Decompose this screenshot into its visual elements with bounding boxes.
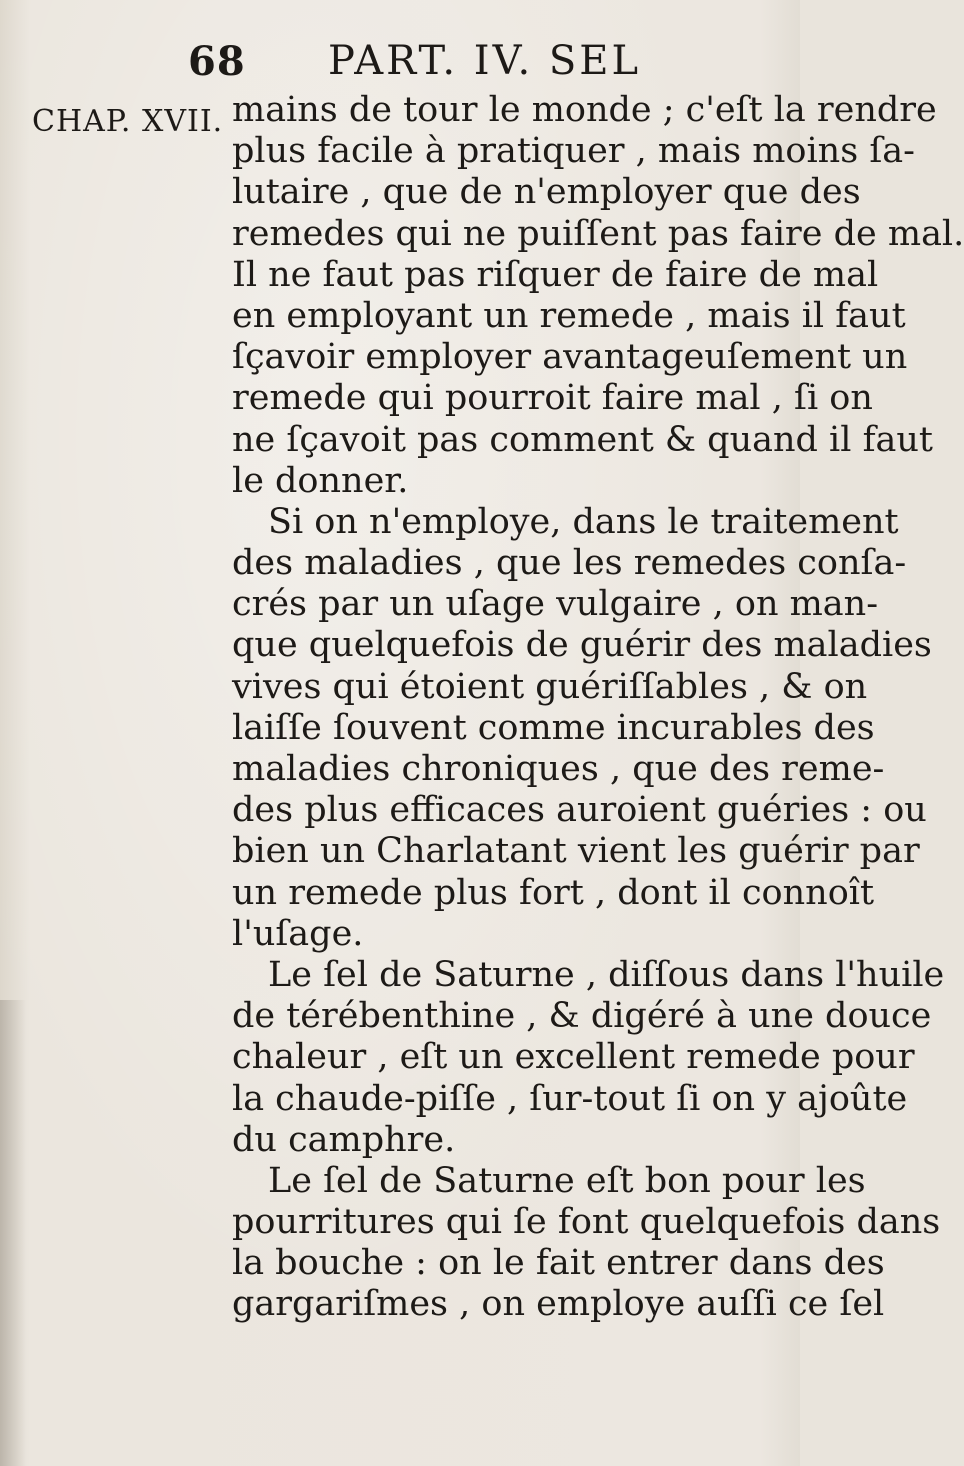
text-line: gargariſmes , on employe auſſi ce ſel <box>232 1284 885 1325</box>
text-line: la bouche : on le fait entrer dans des <box>232 1243 885 1284</box>
text-line: plus facile à pratiquer , mais moins ſa- <box>232 131 915 172</box>
text-line: en employant un remede , mais il faut <box>232 295 906 336</box>
text-line: mains de tour le monde ; c'eſt la rendre <box>232 90 937 130</box>
text-line: crés par un uſage vulgaire , on man- <box>232 584 879 625</box>
body-text <box>232 90 964 1326</box>
text-line: le donner. <box>232 460 409 501</box>
text-line: des plus efficaces auroient guéries : ou <box>232 790 927 831</box>
text-line: Il ne faut pas riſquer de faire de mal <box>232 254 879 295</box>
text-line: vives qui étoient guériſſables , & on <box>232 666 868 707</box>
paragraph-start: Le ſel de Saturne eſt bon pour les <box>268 1160 866 1201</box>
page-number: 68 <box>188 38 246 85</box>
text-line: un remede plus fort , dont il connoît <box>232 872 875 913</box>
text-line: des maladies , que les remedes conſa- <box>232 543 907 584</box>
running-head <box>0 38 800 88</box>
chapter-marker: CHAP. XVII. <box>32 104 224 139</box>
text-line: que quelquefois de guérir des maladies <box>232 625 932 666</box>
text-line: ſçavoir employer avantageuſement un <box>232 337 908 378</box>
text-line: bien un Charlatant vient les guérir par <box>232 831 920 872</box>
text-line: remede qui pourroit faire mal , ſi on <box>232 378 873 419</box>
running-title: PART. IV. SEL <box>328 38 642 84</box>
text-line: pourritures qui ſe font quelquefois dans <box>232 1202 941 1243</box>
text-line: remedes qui ne puiſſent pas faire de mal. <box>232 213 964 254</box>
gutter-shadow <box>0 1000 26 1466</box>
paragraph-start: Le ſel de Saturne , diſſous dans l'huile <box>268 954 945 995</box>
text-line: du camphre. <box>232 1119 456 1160</box>
text-line: chaleur , eſt un excellent remede pour <box>232 1037 915 1078</box>
paragraph-start: Si on n'employe, dans le traitement <box>268 501 899 542</box>
text-line: la chaude-piſſe , ſur-tout ſi on y ajoûte <box>232 1078 908 1119</box>
text-line: de térébenthine , & digéré à une douce <box>232 996 932 1037</box>
text-line: l'uſage. <box>232 913 364 954</box>
text-line: maladies chroniques , que des reme- <box>232 749 885 789</box>
text-line: ne ſçavoit pas comment & quand il faut <box>232 419 933 460</box>
text-line: laiſſe ſouvent comme incurables des <box>232 707 875 748</box>
text-line: lutaire , que de n'employer que des <box>232 172 861 213</box>
